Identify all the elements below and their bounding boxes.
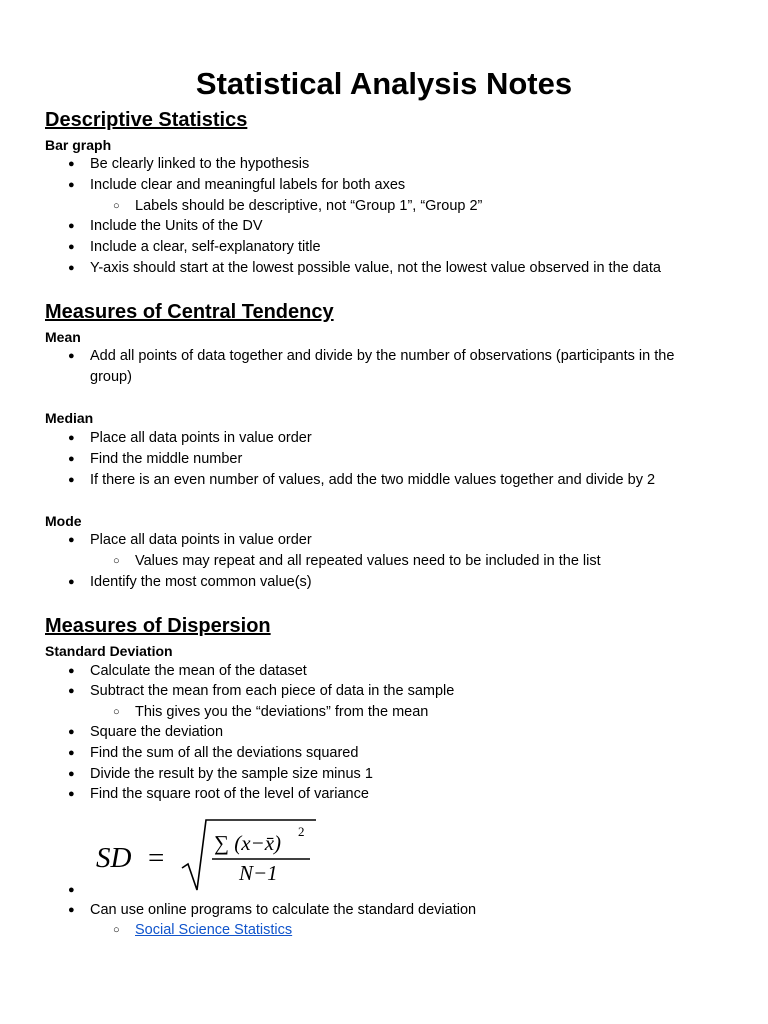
list-item: ● Include the Units of the DV xyxy=(68,218,263,234)
sub-list-item: ○ Labels should be descriptive, not “Group 1”, “Group 2” xyxy=(113,198,483,214)
list-item: ● Find the middle number xyxy=(68,451,243,467)
bullet-icon: ● xyxy=(68,474,75,486)
bullet-icon: ● xyxy=(68,788,75,800)
bullet-icon: ● xyxy=(68,453,75,465)
list-item: ● Find the sum of all the deviations squared xyxy=(68,745,359,761)
list-item: ● Place all data points in value order xyxy=(68,430,312,446)
list-item: ● Calculate the mean of the dataset xyxy=(68,663,307,679)
sub-list-item: ○ This gives you the “deviations” from the mean xyxy=(113,704,429,720)
list-item: ● Include clear and meaningful labels for both axes xyxy=(68,177,406,193)
bullet-icon: ● xyxy=(68,241,75,253)
page-title: Statistical Analysis Notes xyxy=(195,66,573,101)
bullet-icon: ● xyxy=(68,576,75,588)
subheading-standard-deviation: Standard Deviation xyxy=(45,643,173,659)
standard-deviation-formula xyxy=(94,812,324,896)
bullet-icon: ● xyxy=(68,220,75,232)
bullet-icon: ● xyxy=(68,904,75,916)
formula-denominator: N−1 xyxy=(239,861,278,885)
list-item: ● Y-axis should start at the lowest possible value, not the lowest value observed in the data xyxy=(68,260,661,276)
bullet-icon: ● xyxy=(68,665,75,677)
heading-central-tendency: Measures of Central Tendency xyxy=(45,301,334,323)
hollow-bullet-icon: ○ xyxy=(113,555,120,567)
bullet-icon: ● xyxy=(68,768,75,780)
list-item: ● Subtract the mean from each piece of data in the sample xyxy=(68,683,455,699)
formula-exponent: 2 xyxy=(298,824,305,839)
list-item: ● Identify the most common value(s) xyxy=(68,574,312,590)
hollow-bullet-icon: ○ xyxy=(113,706,120,718)
hollow-bullet-icon: ○ xyxy=(113,200,120,212)
bullet-icon: ● xyxy=(68,747,75,759)
subheading-mode: Mode xyxy=(45,513,82,529)
sub-list-item xyxy=(113,920,293,940)
formula-lhs: SD xyxy=(96,842,132,874)
bullet-icon: ● xyxy=(68,158,75,170)
hollow-bullet-icon: ○ xyxy=(113,924,120,936)
bullet-icon: ● xyxy=(68,179,75,191)
list-item: ● Be clearly linked to the hypothesis xyxy=(68,156,310,172)
heading-dispersion: Measures of Dispersion xyxy=(45,615,271,637)
bullet-icon: ● xyxy=(68,350,75,362)
bullet-icon: ● xyxy=(68,685,75,697)
list-item: ● Include a clear, self-explanatory title xyxy=(68,239,321,255)
list-item: ● Add all points of data together and divide by the number of observations (participants in the group) xyxy=(68,348,675,385)
list-item: ● Find the square root of the level of variance xyxy=(68,786,369,802)
subheading-mean: Mean xyxy=(45,329,81,345)
bullet-icon: ● xyxy=(68,534,75,546)
formula-equals: = xyxy=(148,842,165,874)
list-item: ● Place all data points in value order xyxy=(68,532,312,548)
bullet-icon: ● xyxy=(68,884,75,896)
heading-descriptive-statistics: Descriptive Statistics xyxy=(45,109,248,131)
bullet-icon: ● xyxy=(68,432,75,444)
subheading-bar-graph: Bar graph xyxy=(45,137,112,153)
formula-numerator: ∑ (x−x̄) xyxy=(214,831,282,855)
subheading-median: Median xyxy=(45,410,94,426)
list-item: ● Divide the result by the sample size minus 1 xyxy=(68,766,373,782)
bullet-icon: ● xyxy=(68,726,75,738)
list-item: ● Can use online programs to calculate the standard deviation xyxy=(68,902,477,918)
social-science-statistics-link[interactable]: Social Science Statistics xyxy=(135,922,293,938)
list-item: ● Square the deviation xyxy=(68,724,224,740)
sub-list-item: ○ Values may repeat and all repeated values need to be included in the list xyxy=(113,553,601,569)
bullet-icon: ● xyxy=(68,262,75,274)
list-item: ● If there is an even number of values, add the two middle values together and divide by 2 xyxy=(68,472,656,488)
